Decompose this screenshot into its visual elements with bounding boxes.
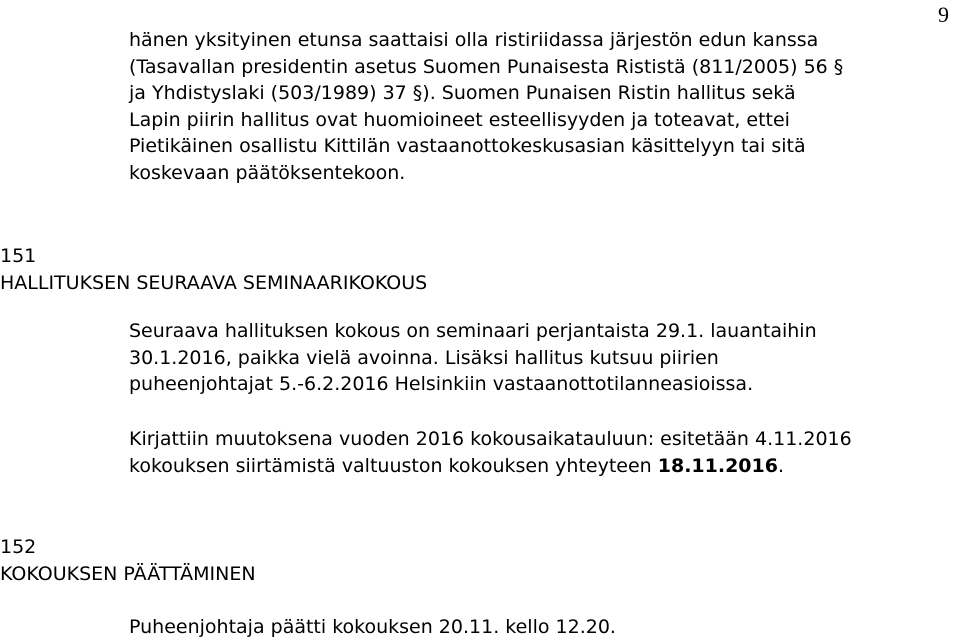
paragraph-line: Kirjattiin muutoksena vuoden 2016 kokousaikatauluun: esitetään 4.11.2016 <box>129 428 852 450</box>
intro-line-2: (Tasavallan presidentin asetus Suomen Punaisesta Rististä (811/2005) 56 § <box>129 55 844 78</box>
section-152-header <box>0 534 256 587</box>
section-151-paragraph-2 <box>129 426 852 479</box>
intro-paragraph <box>129 27 843 186</box>
paragraph-line: Puheenjohtaja päätti kokouksen 20.11. kello 12.20. <box>129 616 616 638</box>
intro-line-1: hänen yksityinen etunsa saattaisi olla ristiriidassa järjestön edun kanssa <box>129 29 819 51</box>
intro-line-6: koskevaan päätöksentekoon. <box>129 161 406 184</box>
paragraph-period: . <box>777 454 784 477</box>
section-152-paragraph <box>129 614 616 641</box>
paragraph-line <box>129 453 852 480</box>
section-heading: KOKOUKSEN PÄÄTTÄMINEN <box>0 562 256 585</box>
paragraph-line: Seuraava hallituksen kokous on seminaari perjantaista 29.1. lauantaihin <box>129 320 817 342</box>
section-number: 152 <box>0 536 37 558</box>
intro-line-5: Pietikäinen osallistu Kittilän vastaanottokeskusasian käsittelyyn tai sitä <box>129 135 806 157</box>
section-151-paragraph-1 <box>129 318 817 398</box>
intro-line-4: Lapin piirin hallitus ovat huomioineet esteellisyyden ja toteavat, ettei <box>129 108 790 131</box>
page-number: 9 <box>938 2 949 27</box>
intro-line-3: ja Yhdistyslaki (503/1989) 37 §). Suomen Punaisen Ristin hallitus sekä <box>129 82 796 104</box>
paragraph-line: puheenjohtajat 5.-6.2.2016 Helsinkiin vastaanottotilanneasioissa. <box>129 373 754 395</box>
section-heading: HALLITUKSEN SEURAAVA SEMINAARIKOKOUS <box>0 271 428 294</box>
paragraph-text: kokouksen siirtämistä valtuuston kokouksen yhteyteen <box>129 454 658 477</box>
section-151-header <box>0 243 427 296</box>
bold-date: 18.11.2016 <box>657 454 778 477</box>
paragraph-line: 30.1.2016, paikka vielä avoinna. Lisäksi hallitus kutsuu piirien <box>129 346 719 369</box>
section-number: 151 <box>0 245 37 267</box>
